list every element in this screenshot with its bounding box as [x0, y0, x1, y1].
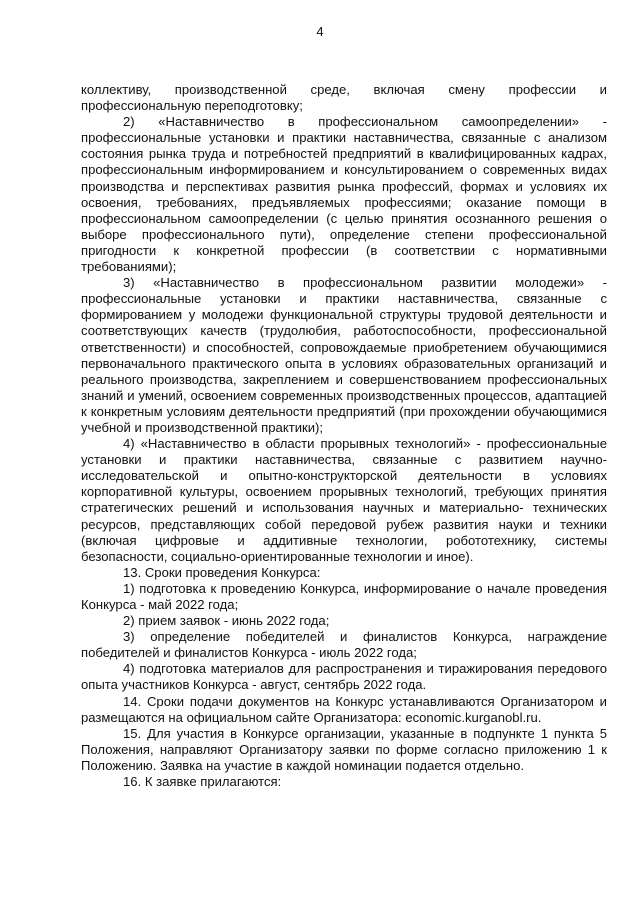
- paragraph-continuation-retraining: коллективу, производственной среде, включая смену профессии и профессиональную переподготовку;: [81, 82, 607, 114]
- paragraph-timeline-winners: 3) определение победителей и финалистов Конкурса, награждение победителей и финалистов Конкурса - июль 2022 года;: [81, 629, 607, 661]
- paragraph-section-15-participation: 15. Для участия в Конкурсе организации, указанные в подпункте 1 пункта 5 Положения, направляют Организатору заявки по форме согласно приложению 1 к Положению. Заявка на участие в каждой номинации подается отдельно.: [81, 725, 607, 773]
- paragraph-section-14-deadlines: 14. Сроки подачи документов на Конкурс устанавливаются Организатором и размещаются на официальном сайте Организатора: economic.kurganobl.ru.: [81, 693, 607, 725]
- page-number: 4: [316, 24, 324, 39]
- paragraph-timeline-preparation: 1) подготовка к проведению Конкурса, информирование о начале проведения Конкурса - май 2022 года;: [81, 580, 607, 612]
- paragraph-section-13-heading: 13. Сроки проведения Конкурса:: [123, 564, 321, 580]
- paragraph-section-16-attachments: 16. К заявке прилагаются:: [123, 774, 282, 790]
- paragraph-nomination-youth-development: 3) «Наставничество в профессиональном развитии молодежи» - профессиональные установки и практики наставничества, связанные с формированием у молодежи функциональной структуры трудовой деятельности и соответствующих качеств (трудолюбия, работоспособности, профессиональной ответственности) и способностей, сопровождаемые приобретением обучающимися первоначального практического опыта в условиях образовательных организаций и реального производства, закреплением и совершенствованием профессиональных знаний и умений, освоением современных производственных процессов, адаптацией к конкретным условиям деятельности предприятий (при прохождении обучающимися учебной и производственной практики);: [81, 275, 607, 435]
- paragraph-nomination-breakthrough-technologies: 4) «Наставничество в области прорывных технологий» - профессиональные установки и практики наставничества, связанные с развитием научно-исследовательской и опытно-конструкторской деятельности в условиях корпоративной культуры, освоением прорывных технологий, требующих принятия стратегических решений и использования научных и материально- технических ресурсов, представляющих собой передовой рубеж развития науки и техники (включая цифровые и аддитивные технологии, робототехнику, системы безопасности, социально-ориентированные технологии и иное).: [81, 436, 607, 564]
- paragraph-timeline-materials: 4) подготовка материалов для распространения и тиражирования передового опыта участников Конкурса - август, сентябрь 2022 года.: [81, 661, 607, 693]
- document-body: [81, 82, 607, 790]
- paragraph-nomination-self-determination: 2) «Наставничество в профессиональном самоопределении» - профессиональные установки и практики наставничества, связанные с анализом состояния рынка труда и потребностей предприятий в квалифицированных кадрах, профессиональным информированием и консультированием о современных видах производства и перспективах развития рынка профессий, формах и условиях их освоения, требованиях, предъявляемых профессиями; оказание помощи в профессиональном самоопределении (с целью принятия осознанного решения о выборе профессионального пути), определение степени профессиональной пригодности к конкретной профессии (в соответствии с нормативными требованиями);: [81, 114, 607, 275]
- paragraph-timeline-applications: 2) прием заявок - июнь 2022 года;: [123, 613, 330, 629]
